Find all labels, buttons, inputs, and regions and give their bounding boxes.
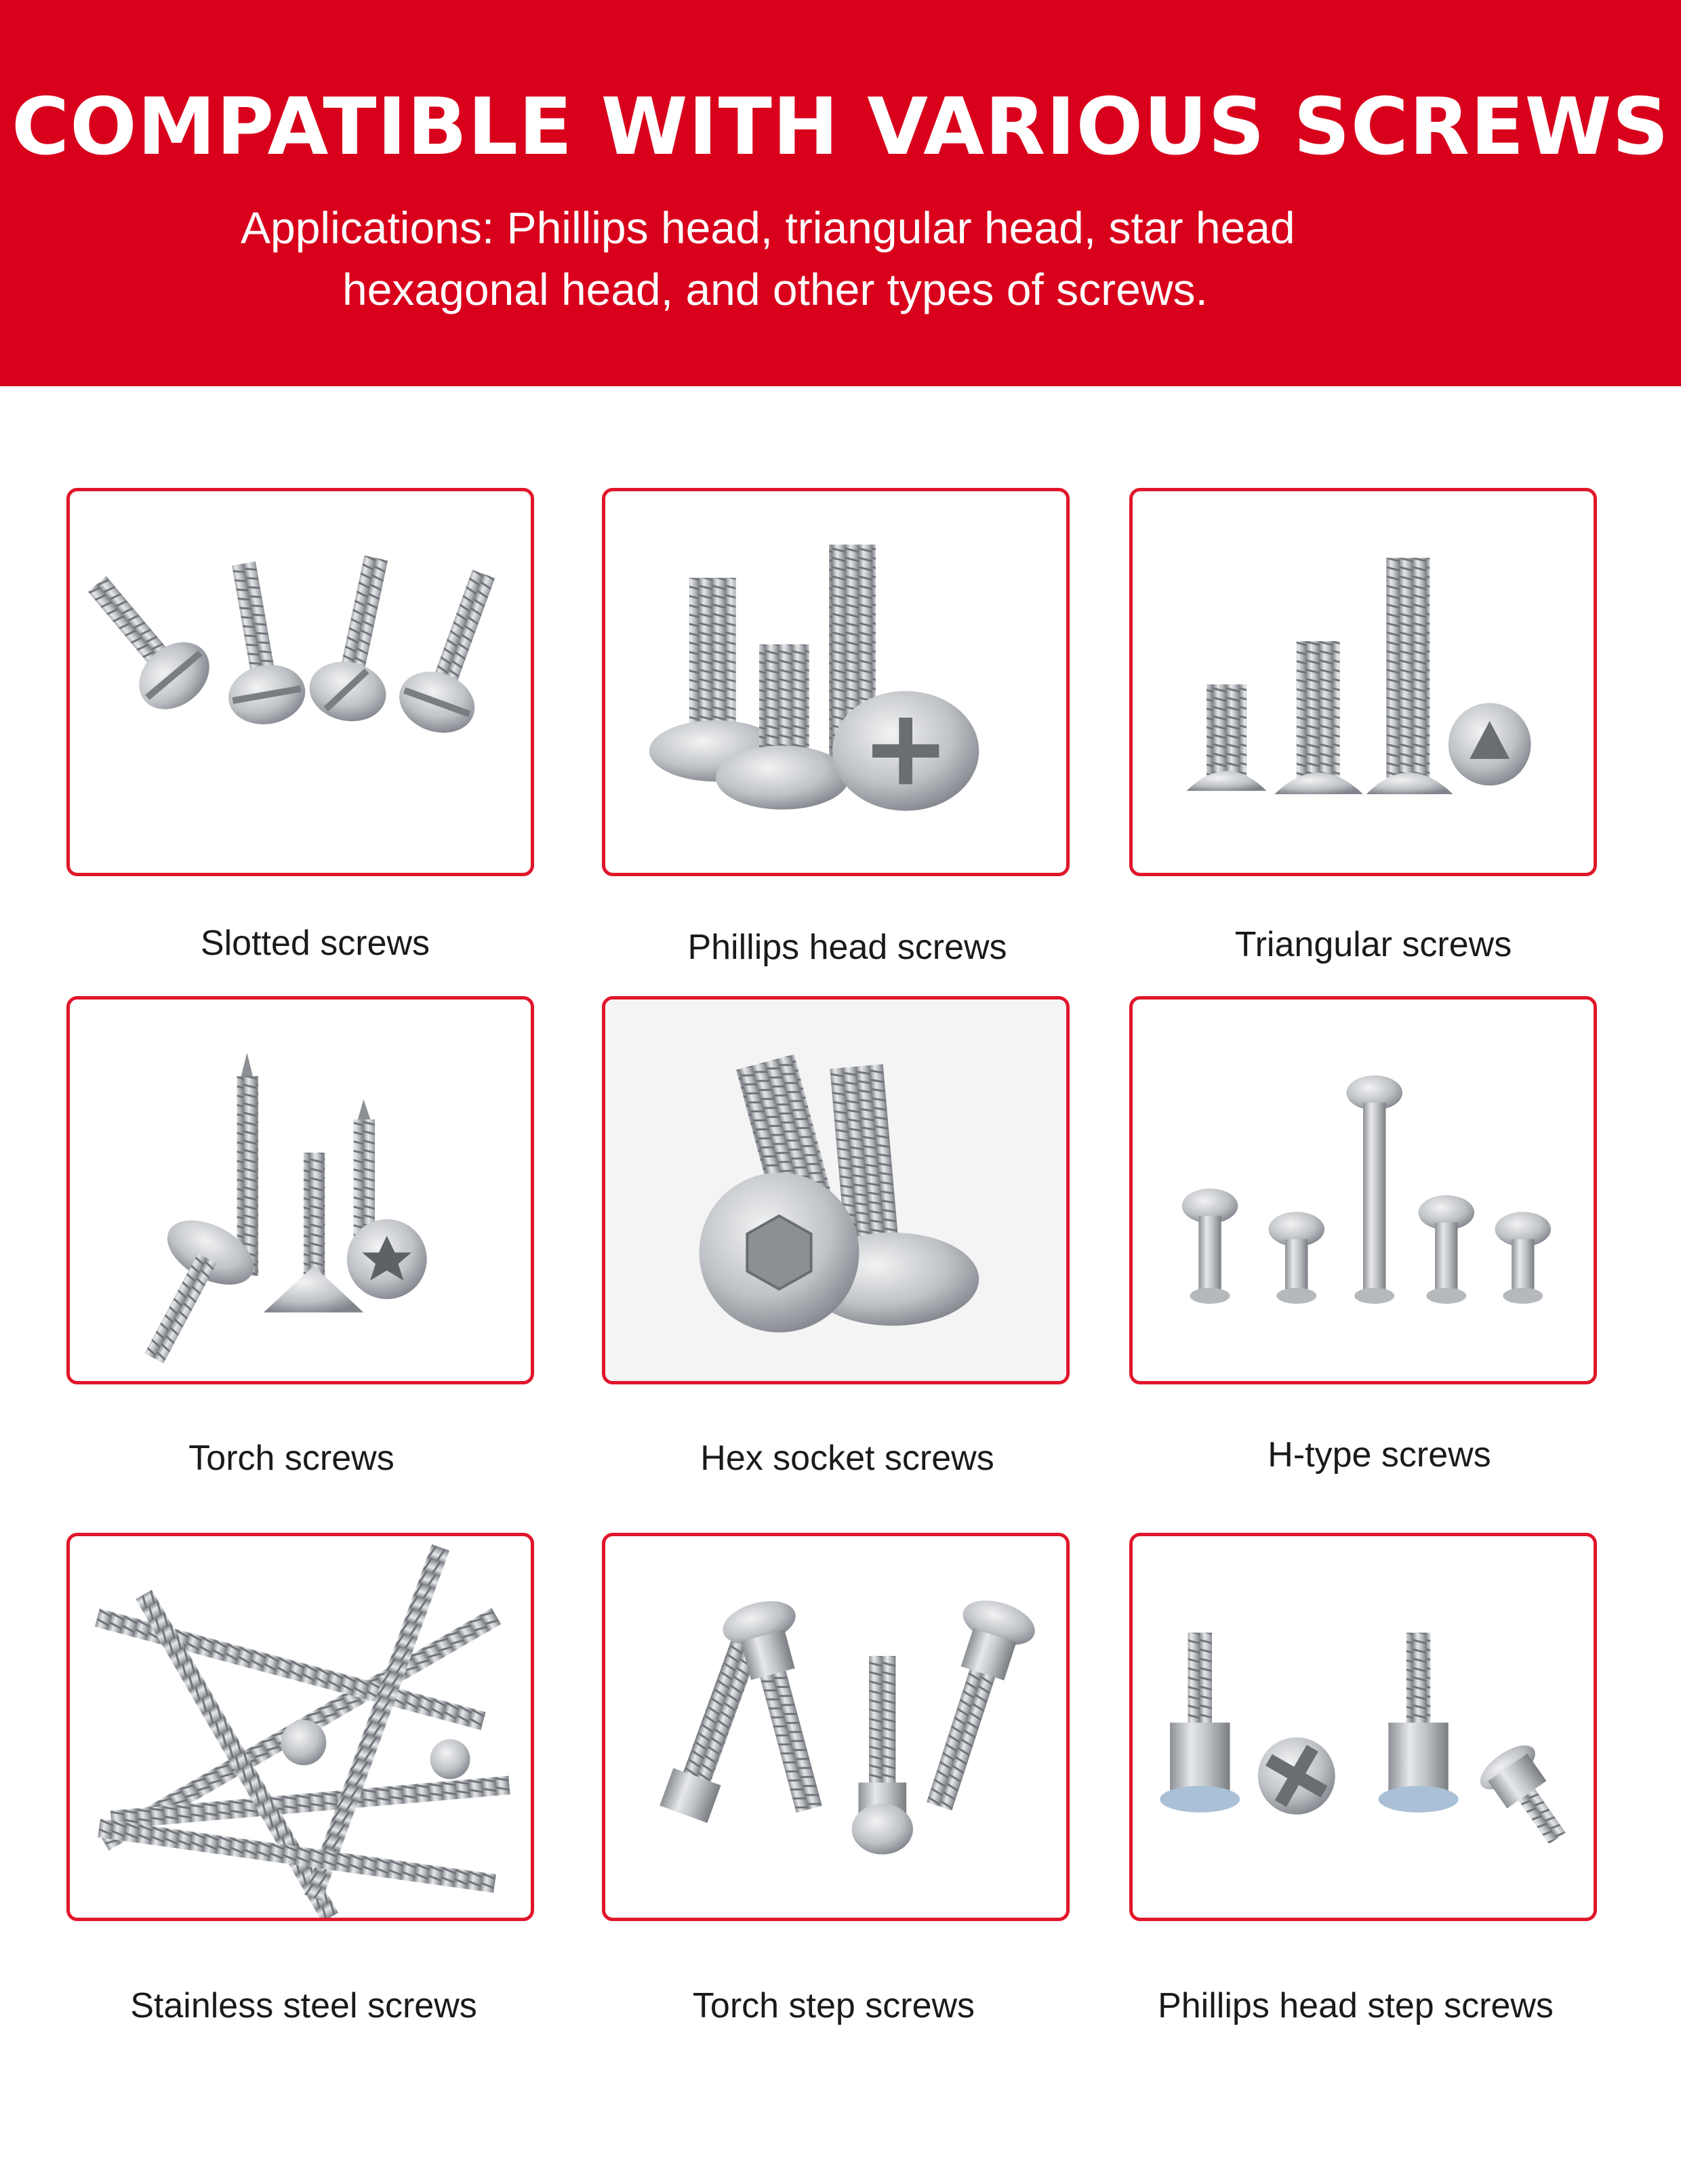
caption-phillips-head-screws: Phillips head screws [687,928,1007,967]
torch-step-screws-photo [605,1536,1066,1918]
slotted-screws-photo [70,491,531,873]
applications-line-1: Applications: Phillips head, triangular head, star head [241,203,1295,253]
phillips-head-step-screws-photo [1133,1536,1594,1918]
hex-socket-screws-card [602,996,1070,1384]
torch-screws-card [66,996,534,1384]
phillips-head-screws-card [602,488,1070,876]
caption-slotted-screws: Slotted screws [200,924,430,963]
caption-h-type-screws: H-type screws [1268,1435,1491,1475]
hex-socket-screws-photo [605,1000,1066,1381]
slotted-screws-card [66,488,534,876]
stainless-steel-screws-card [66,1533,534,1921]
h-type-screws-card [1129,996,1597,1384]
header-banner [0,0,1681,386]
h-type-screws-photo [1133,1000,1594,1381]
caption-phillips-head-step-screws: Phillips head step screws [1158,1986,1554,2025]
caption-stainless-steel-screws: Stainless steel screws [130,1986,477,2025]
torch-screws-photo [70,1000,531,1381]
caption-hex-socket-screws: Hex socket screws [700,1439,994,1478]
phillips-head-step-screws-card [1129,1533,1597,1921]
torch-step-screws-card [602,1533,1070,1921]
phillips-head-screws-photo [605,491,1066,873]
stainless-steel-screws-photo [70,1536,531,1918]
page-title: COMPATIBLE WITH VARIOUS SCREWS [12,81,1669,173]
applications-line-2: hexagonal head, and other types of screws. [342,264,1208,314]
triangular-screws-photo [1133,491,1594,873]
caption-triangular-screws: Triangular screws [1234,925,1512,964]
caption-torch-step-screws: Torch step screws [692,1986,975,2025]
triangular-screws-card [1129,488,1597,876]
caption-torch-screws: Torch screws [188,1439,394,1478]
